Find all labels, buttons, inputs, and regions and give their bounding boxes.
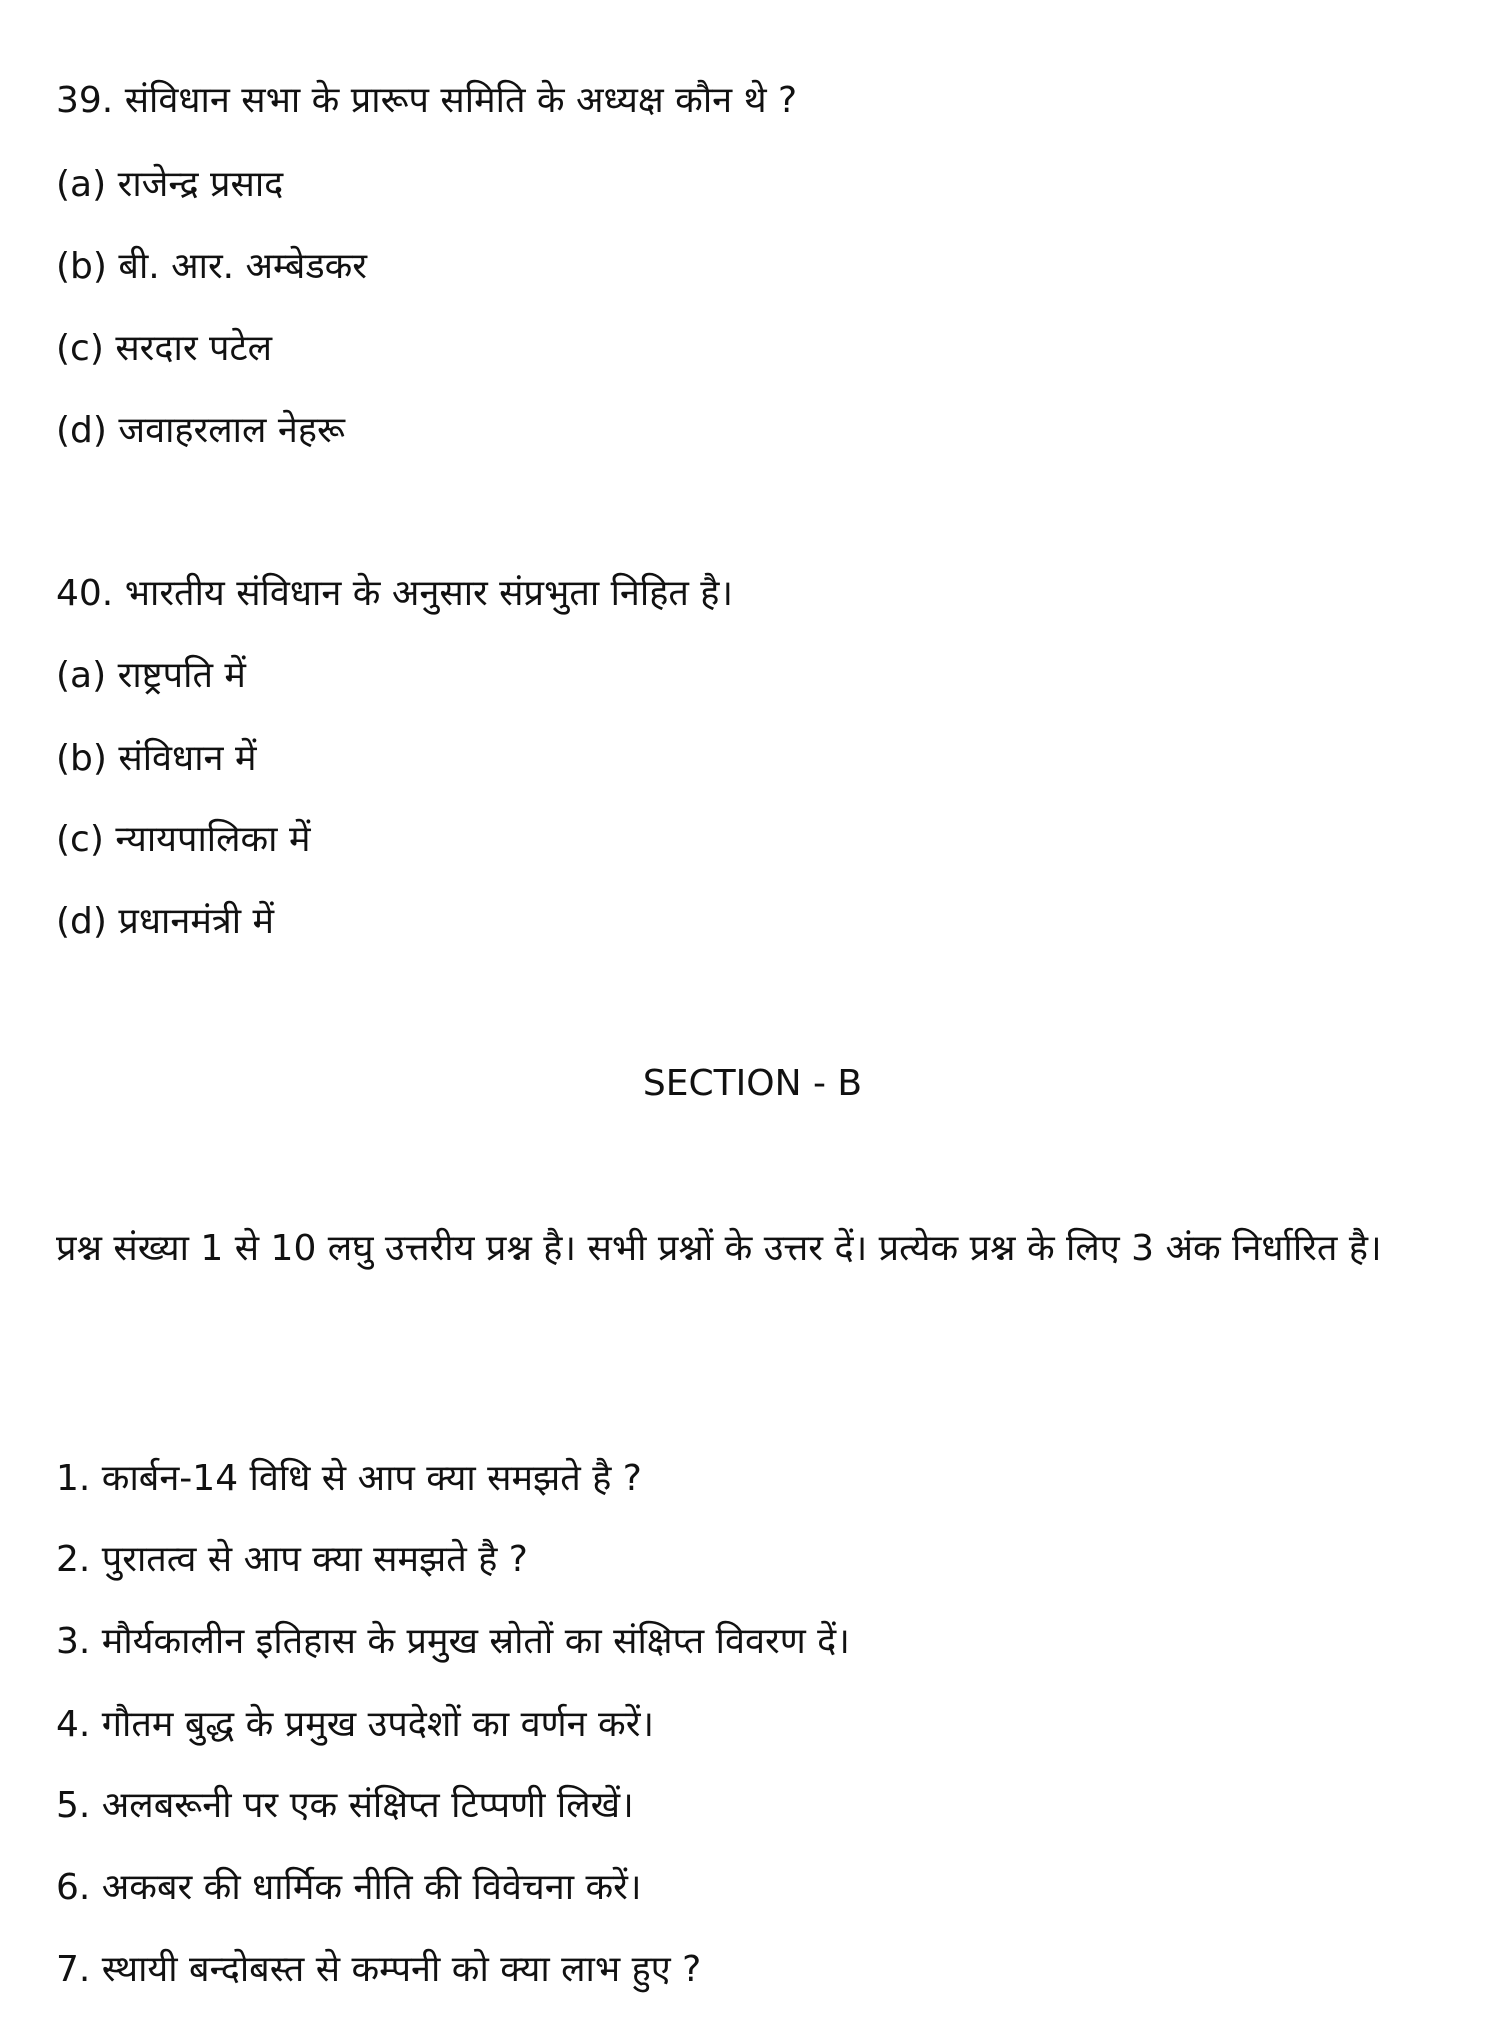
option-b: (b) बी. आर. अम्बेडकर <box>56 246 367 287</box>
option-d: (d) जवाहरलाल नेहरू <box>56 410 345 451</box>
option-a: (a) राजेन्द्र प्रसाद <box>56 164 284 205</box>
option-c: (c) सरदार पटेल <box>56 328 272 369</box>
option-d: (d) प्रधानमंत्री में <box>56 901 275 942</box>
section-instructions: प्रश्न संख्या 1 से 10 लघु उत्तरीय प्रश्न है। सभी प्रश्नों के उत्तर दें। प्रत्येक प्रश्न के लिए 3 अंक निर्धारित है। <box>56 1228 1382 1269</box>
list-item: 6. अकबर की धार्मिक नीति की विवेचना करें। <box>56 1867 642 1908</box>
list-item: 1. कार्बन-14 विधि से आप क्या समझते है ? <box>56 1458 642 1499</box>
list-item: 4. गौतम बुद्ध के प्रमुख उपदेशों का वर्णन करें। <box>56 1704 655 1745</box>
list-item: 7. स्थायी बन्दोबस्त से कम्पनी को क्या लाभ हुए ? <box>56 1949 702 1990</box>
question-text: 39. संविधान सभा के प्रारूप समिति के अध्यक्ष कौन थे ? <box>56 80 798 121</box>
option-a: (a) राष्ट्रपति में <box>56 655 246 696</box>
list-item: 5. अलबरूनी पर एक संक्षिप्त टिप्पणी लिखें। <box>56 1785 634 1826</box>
section-title: SECTION - B <box>642 1063 863 1104</box>
question-text: 40. भारतीय संविधान के अनुसार संप्रभुता निहित है। <box>56 573 734 614</box>
list-item: 2. पुरातत्व से आप क्या समझते है ? <box>56 1539 528 1580</box>
option-b: (b) संविधान में <box>56 738 257 779</box>
list-item: 3. मौर्यकालीन इतिहास के प्रमुख स्रोतों का संक्षिप्त विवरण दें। <box>56 1621 850 1662</box>
option-c: (c) न्यायपालिका में <box>56 819 311 860</box>
